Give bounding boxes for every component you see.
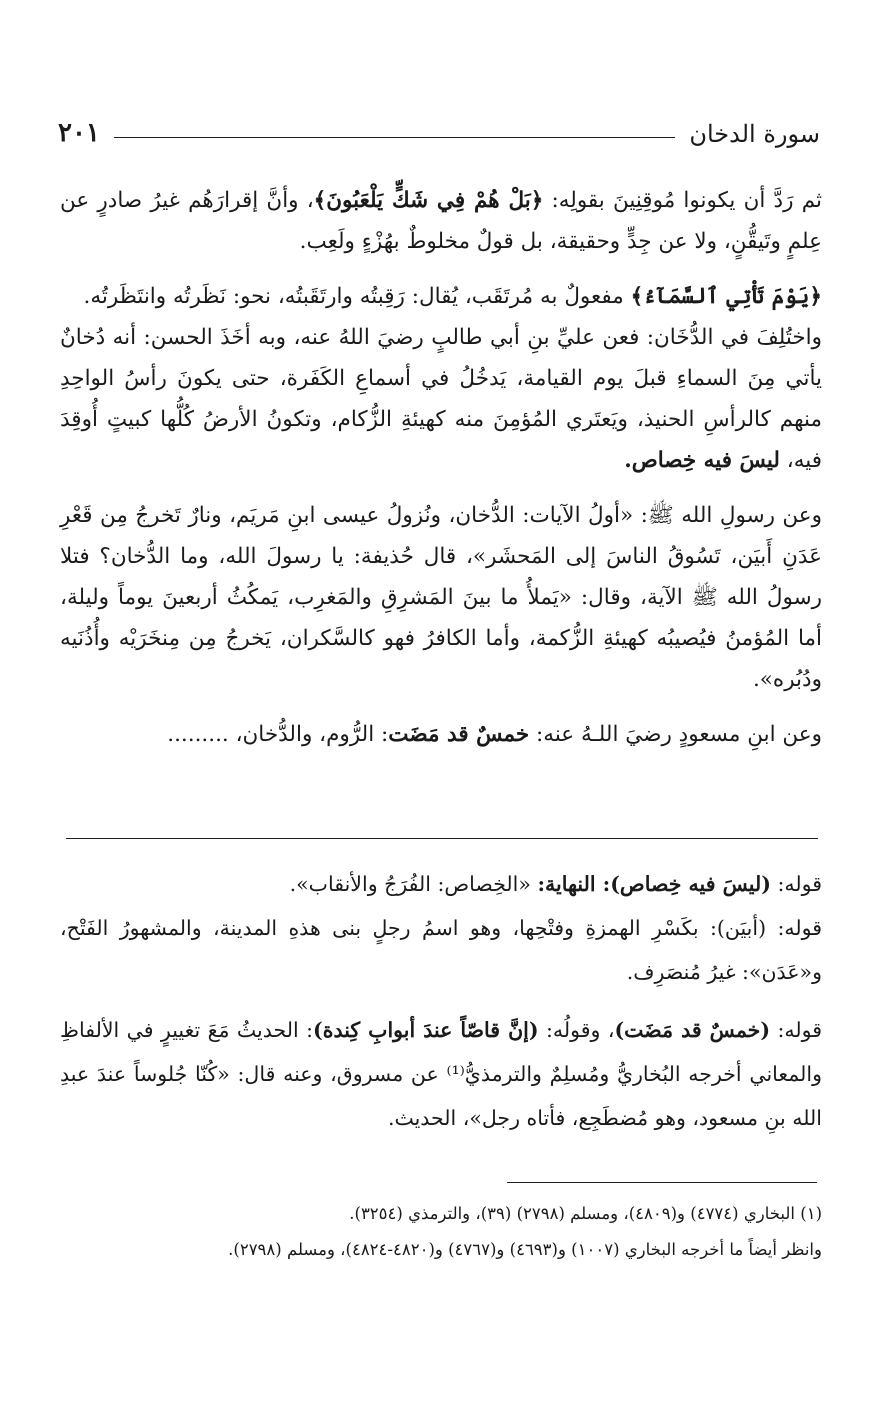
paragraph-3-bold: ليسَ فيه خِصاص. bbox=[624, 448, 780, 473]
paragraph-4: وعن رسولِ الله ﷺ: «أولُ الآيات: الدُّخان، ونُزولُ عيسى ابنِ مَريَم، ونارٌ تَخرجُ مِن قَعْرِ عَدَنِ أَبيَن، تَسُوقُ الناسَ إلى المَحشَر»، قال حُذيفة: يا رسولَ الله، وما الدُّخان؟ فتلا رسولُ الله ﷺ الآية، وقال: «يَملأُ ما بينَ المَشرِقِ والمَغرِب، يَمكُثُ أربعينَ يوماً وليلة، أما المُؤمنُ فيُصيبُه كهيئةِ الزُّكمة، وأما الكافرُ فهو كالسَّكران، يَخرجُ مِن مِنخَرَيْه وأُذُنَيه ودُبُره». bbox=[60, 503, 822, 692]
spacer bbox=[60, 262, 822, 276]
commentary-divider bbox=[66, 838, 818, 839]
paragraph-5-text-b: : الرُّوم، والدُّخان، ......... bbox=[167, 722, 389, 747]
note-3-text-a: قوله: bbox=[770, 1018, 822, 1042]
paragraph-5 bbox=[60, 714, 822, 755]
footnote-rule bbox=[507, 1182, 817, 1183]
note-3-bold-1: (خمسٌ قد مَضَت) bbox=[614, 1018, 771, 1042]
paragraph-2-text: مفعولٌ به مُرتَقَب، يُقال: رَقِبتُه وارتَقَبتُه، نحو: نَظَرتُه وانتَظَرتُه. bbox=[83, 284, 631, 309]
paragraph-3-text: واختُلِفَ في الدُّخَان: فعن عليِّ بنِ أبي طالبٍ رضيَ اللهُ عنه، وبه أخَذَ الحسن: أنه دُخانٌ يأتي مِنَ السماءِ قبلَ يوم القيامة، يَدخُلُ في أسماعِ الكَفَرة، حتى يكونَ رأسُ الواحِدِ منهم كالرأسِ الحنيذ، ويَعتَري المُؤمِنَ منه كهيئةِ الزُّكام، وتكونُ الأرضُ كُلُّها كبيتٍ أُوقِدَ فيه، bbox=[60, 325, 822, 473]
note-3-text-b: ، وقولُه: bbox=[538, 1018, 615, 1042]
page-number: ٢٠١ bbox=[58, 118, 100, 148]
surah-title: سورة الدخان bbox=[689, 120, 820, 148]
paragraph-5-bold: خمسٌ قد مَضَت bbox=[388, 722, 530, 747]
footnote-1: (١) البخاري (٤٧٧٤) و(٤٨٠٩)، ومسلم (٢٧٩٨) (٣٩)، والترمذي (٣٢٥٤). bbox=[349, 1204, 822, 1223]
quran-quote-2: ﴿يَوْمَ تَأْتِي ٱلسَّمَآءُ﴾ bbox=[630, 284, 822, 309]
paragraph-3 bbox=[60, 317, 822, 481]
paragraph-1-text-a: ثم رَدَّ أن يكونوا مُوقِنِينَ بقولِه: bbox=[543, 188, 822, 213]
footnote-2: وانظر أيضاً ما أخرجه البخاري (١٠٠٧) و(٤٦٩٣) و(٤٧٦٧) و(٤٨٢٠-٤٨٢٤)، ومسلم (٢٧٩٨). bbox=[228, 1240, 822, 1259]
running-header bbox=[58, 108, 820, 148]
commentary-note-2: قوله: (أبيَن): بكَسْرِ الهمزةِ وفتْحِها، وهو اسمُ رجلٍ بنى هذهِ المدينة، والمشهورُ الفَتْح، و«عَدَن»: غيرُ مُنصَرِف. bbox=[60, 916, 822, 984]
quran-quote-1: ﴿بَلْ هُمْ فِي شَكٍّ يَلْعَبُونَ﴾ bbox=[313, 188, 544, 213]
commentary-section bbox=[60, 862, 822, 1140]
main-text bbox=[60, 180, 822, 755]
paragraph-2 bbox=[60, 276, 822, 317]
paragraph-5-text-a: وعن ابنِ مسعودٍ رضيَ اللـهُ عنه: bbox=[529, 722, 822, 747]
note-3-bold-2: (إنَّ قاصّاً عندَ أبوابِ كِندة) bbox=[313, 1018, 539, 1042]
note-1-text-b: «الخِصاص: الفُرَجُ والأنقاب». bbox=[289, 872, 538, 896]
spacer bbox=[60, 994, 822, 1008]
spacer bbox=[60, 481, 822, 495]
paragraph-1 bbox=[60, 180, 822, 262]
footnotes bbox=[60, 1196, 822, 1268]
spacer bbox=[60, 700, 822, 714]
commentary-note-1 bbox=[60, 862, 822, 906]
note-1-bold: (ليسَ فيه خِصاص): النهاية: bbox=[537, 872, 771, 896]
note-3-text-c: : الحديثُ مَعَ تغييرٍ في الألفاظِ والمعاني أخرجه البُخاريُّ ومُسلِمٌ والترمذيُّ⁽¹⁾ عن مسروق، وعنه قال: «كُنّا جُلوساً عندَ عبدِ الله بنِ مسعود، وهو مُضطَجِع، فأتاه رجل»، الحديث. bbox=[60, 1018, 822, 1130]
note-1-text-a: قوله: bbox=[770, 872, 822, 896]
paragraph-1-text-b: ، وأنَّ إقرارَهُم غيرُ صادرٍ عن عِلمٍ وتَيقُّنٍ، ولا عن جِدٍّ وحقيقة، بل قولٌ مخلوطٌ بهُزْءٍ ولَعِب. bbox=[60, 188, 822, 254]
commentary-note-3 bbox=[60, 1008, 822, 1140]
header-rule bbox=[114, 137, 675, 138]
